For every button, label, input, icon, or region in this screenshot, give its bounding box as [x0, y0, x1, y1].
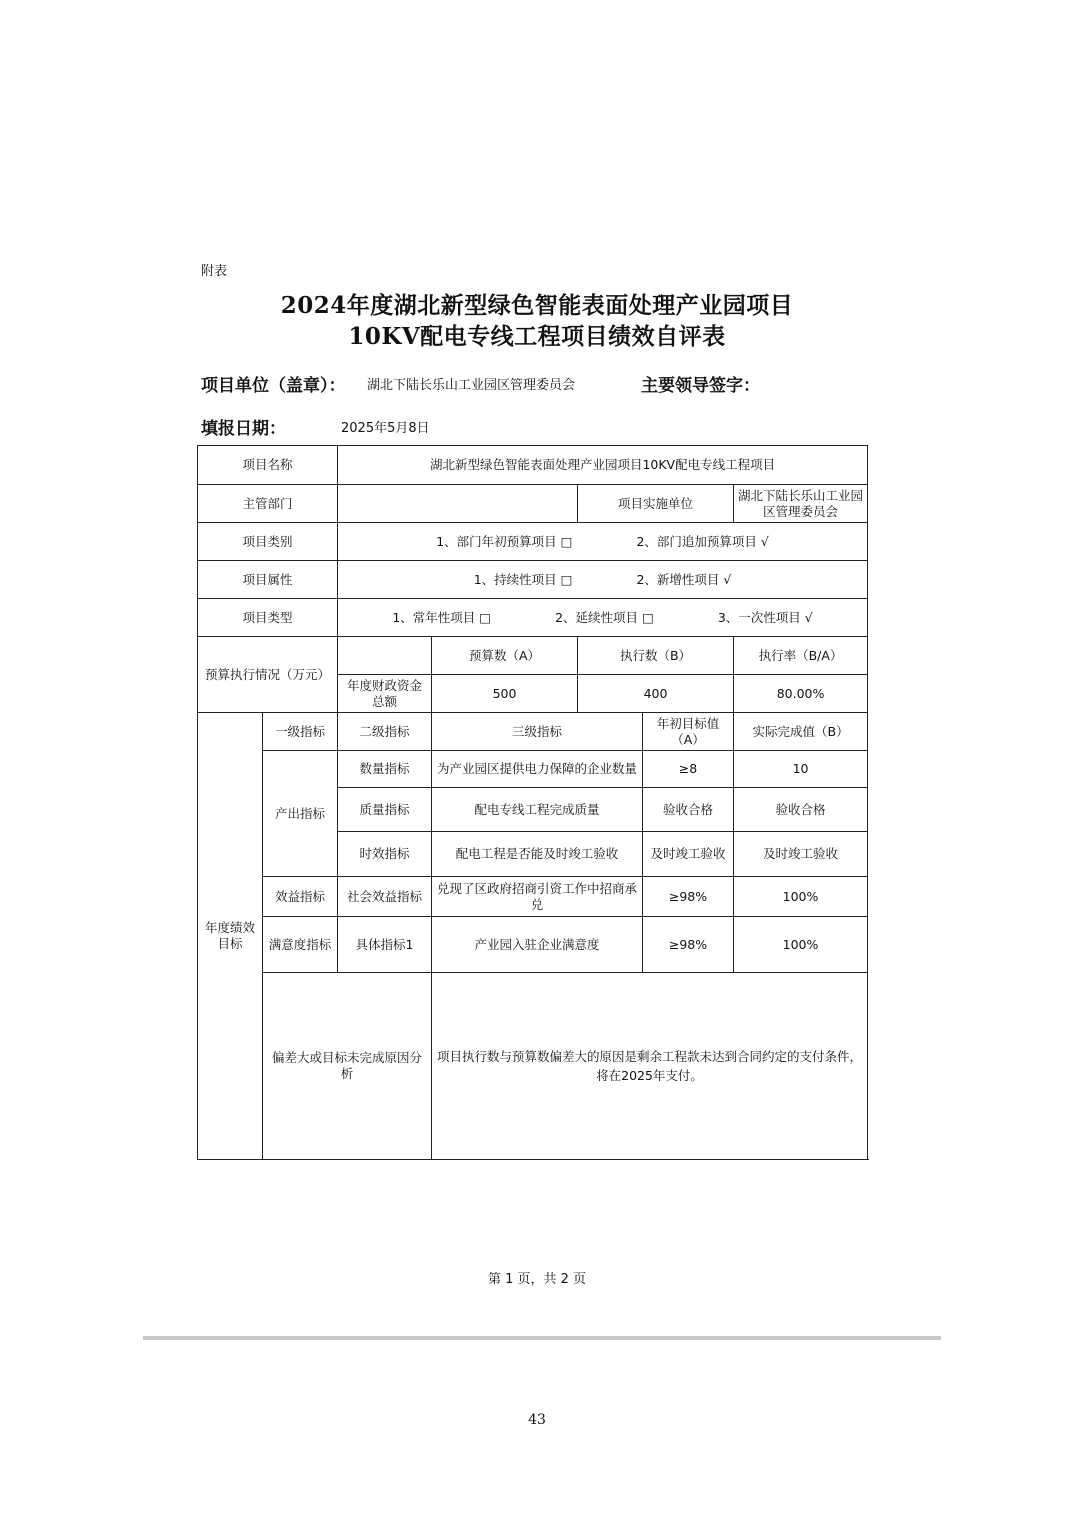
row-level2: 数量指标 — [338, 751, 432, 788]
budget-col-b: 执行数（B） — [578, 637, 734, 675]
table-row — [198, 877, 868, 917]
row-level3: 配电工程是否能及时竣工验收 — [432, 832, 643, 877]
hdr-target: 年初目标值（A） — [643, 713, 734, 751]
attribute-option-1: 1、持续性项目 □ — [473, 571, 573, 587]
performance-table — [197, 445, 868, 1160]
output-label: 产出指标 — [263, 751, 338, 877]
perf-label: 年度绩效目标 — [198, 713, 263, 1160]
row-level3: 产业园入驻企业满意度 — [432, 917, 643, 973]
row-actual: 验收合格 — [734, 788, 868, 832]
impl-unit-value: 湖北下陆长乐山工业园区管理委员会 — [734, 485, 868, 523]
row-indicator-header — [198, 713, 868, 751]
category-options — [338, 523, 868, 561]
hdr-actual: 实际完成值（B） — [734, 713, 868, 751]
dept-value — [338, 485, 578, 523]
row-target: 验收合格 — [643, 788, 734, 832]
hdr-level3: 三级指标 — [432, 713, 643, 751]
page-title-line1: 2024年度湖北新型绿色智能表面处理产业园项目 — [280, 292, 794, 319]
row-actual: 10 — [734, 751, 868, 788]
row-target: 及时竣工验收 — [643, 832, 734, 877]
page-title-line2: 10KV配电专线工程项目绩效自评表 — [348, 323, 726, 350]
attribute-label: 项目属性 — [198, 561, 338, 599]
deviation-text: 项目执行数与预算数偏差大的原因是剩余工程款未达到合同约定的支付条件，将在2025年支付。 — [432, 973, 868, 1160]
project-name-value: 湖北新型绿色智能表面处理产业园项目10KV配电专线工程项目 — [338, 446, 868, 485]
row-budget-header — [198, 637, 868, 675]
benefit-label: 效益指标 — [263, 877, 338, 917]
row-target: ≥98% — [643, 917, 734, 973]
budget-col-rate: 执行率（B/A） — [734, 637, 868, 675]
type-option-3: 3、一次性项目 √ — [717, 609, 813, 625]
unit-value: 湖北下陆长乐山工业园区管理委员会 — [367, 378, 576, 393]
row-attribute — [198, 561, 868, 599]
appendix-label: 附表 — [201, 264, 228, 279]
leader-label: 主要领导签字： — [641, 376, 760, 396]
hdr-level2: 二级指标 — [338, 713, 432, 751]
type-option-1: 1、常年性项目 □ — [392, 609, 492, 625]
type-option-2: 2、延续性项目 □ — [555, 609, 654, 625]
budget-header-blank — [338, 637, 432, 675]
row-target: ≥8 — [643, 751, 734, 788]
row-actual: 及时竣工验收 — [734, 832, 868, 877]
row-project-name — [198, 446, 868, 485]
project-name-label: 项目名称 — [198, 446, 338, 485]
budget-a-value: 500 — [432, 675, 578, 713]
deviation-label: 偏差大或目标未完成原因分析 — [263, 973, 432, 1160]
page-number: 43 — [528, 1412, 546, 1428]
date-value: 2025年5月8日 — [341, 421, 430, 436]
row-level3: 兑现了区政府招商引资工作中招商承兑 — [432, 877, 643, 917]
row-category — [198, 523, 868, 561]
category-option-2: 2、部门追加预算项目 √ — [636, 533, 769, 549]
budget-row-label: 年度财政资金总额 — [338, 675, 432, 713]
budget-col-a: 预算数（A） — [432, 637, 578, 675]
attribute-options — [338, 561, 868, 599]
table-row — [198, 751, 868, 788]
row-type — [198, 599, 868, 637]
type-options — [338, 599, 868, 637]
satisfaction-label: 满意度指标 — [263, 917, 338, 973]
page-divider — [143, 1336, 941, 1340]
budget-b-value: 400 — [578, 675, 734, 713]
row-level2: 社会效益指标 — [338, 877, 432, 917]
dept-label: 主管部门 — [198, 485, 338, 523]
row-level2: 质量指标 — [338, 788, 432, 832]
unit-label: 项目单位（盖章）： — [201, 376, 346, 396]
budget-label: 预算执行情况（万元） — [198, 637, 338, 713]
category-option-1: 1、部门年初预算项目 □ — [436, 533, 573, 549]
attribute-option-2: 2、新增性项目 √ — [636, 571, 732, 587]
page-footer: 第 1 页，共 2 页 — [487, 1272, 587, 1287]
row-level3: 为产业园区提供电力保障的企业数量 — [432, 751, 643, 788]
type-label: 项目类型 — [198, 599, 338, 637]
row-target: ≥98% — [643, 877, 734, 917]
row-deviation — [198, 973, 868, 1160]
row-dept — [198, 485, 868, 523]
row-level3: 配电专线工程完成质量 — [432, 788, 643, 832]
row-actual: 100% — [734, 877, 868, 917]
row-actual: 100% — [734, 917, 868, 973]
budget-rate-value: 80.00% — [734, 675, 868, 713]
category-label: 项目类别 — [198, 523, 338, 561]
hdr-level1: 一级指标 — [263, 713, 338, 751]
date-label: 填报日期： — [201, 419, 286, 439]
row-level2: 具体指标1 — [338, 917, 432, 973]
impl-unit-label: 项目实施单位 — [578, 485, 734, 523]
row-level2: 时效指标 — [338, 832, 432, 877]
table-row — [198, 917, 868, 973]
